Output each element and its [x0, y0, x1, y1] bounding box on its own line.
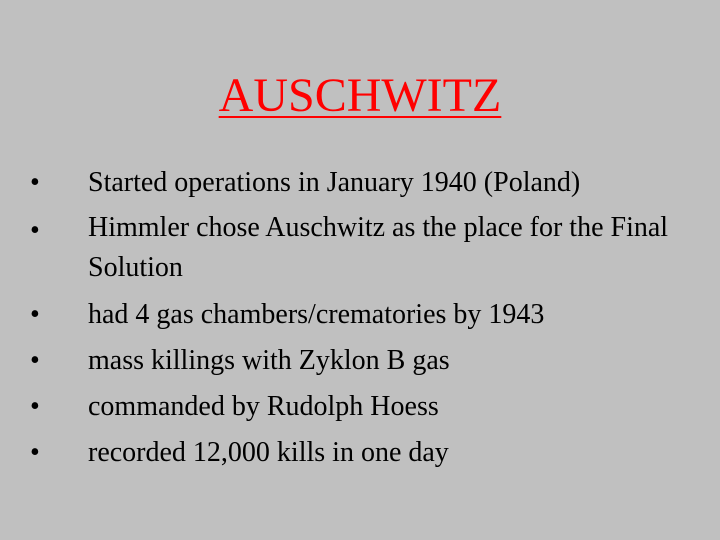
bullet-icon: • — [30, 391, 40, 422]
bullet-icon: • — [30, 167, 40, 198]
bullet-item — [28, 430, 688, 476]
bullet-text: had 4 gas chambers/crematories by 1943 — [88, 299, 545, 330]
bullet-text: mass killings with Zyklon B gas — [88, 345, 450, 376]
bullet-icon: • — [30, 215, 40, 246]
bullet-item — [28, 292, 688, 338]
bullet-item — [28, 206, 688, 292]
bullet-list — [28, 160, 688, 476]
bullet-text: Started operations in January 1940 (Poland) — [88, 167, 581, 198]
bullet-text: commanded by Rudolph Hoess — [88, 391, 439, 422]
bullet-icon: • — [30, 437, 40, 468]
bullet-text: Himmler chose Auschwitz as the place for the Final Solution — [88, 212, 669, 283]
bullet-text: recorded 12,000 kills in one day — [88, 437, 449, 468]
bullet-item — [28, 160, 688, 206]
bullet-item — [28, 384, 688, 430]
bullet-icon: • — [30, 299, 40, 330]
slide-title: AUSCHWITZ — [218, 69, 502, 122]
bullet-item — [28, 338, 688, 384]
bullet-icon: • — [30, 345, 40, 376]
